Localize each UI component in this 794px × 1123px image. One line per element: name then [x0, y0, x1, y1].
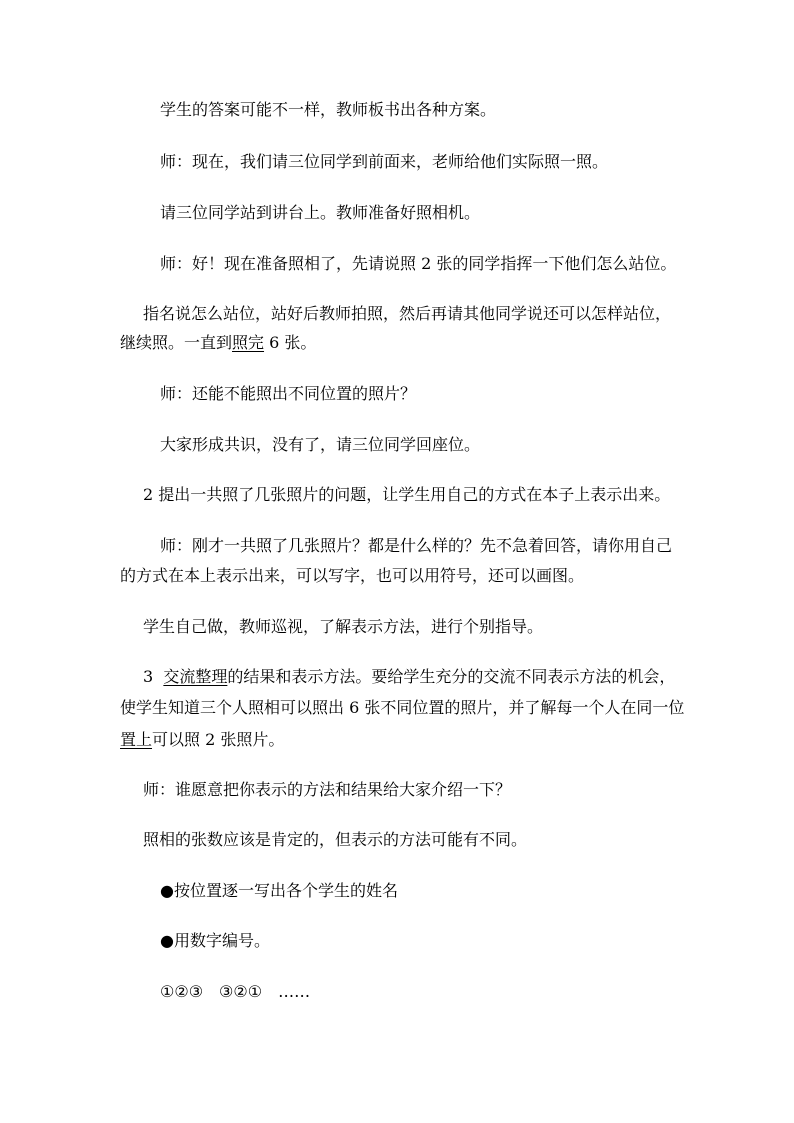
underlined-text: 交流整理 [163, 667, 228, 686]
text-line: 师：谁愿意把你表示的方法和结果给大家介绍一下？ [143, 780, 512, 799]
text-line [120, 729, 284, 751]
text-line: 的方式在本上表示出来，可以写字，也可以用符号，还可以画图。 [120, 566, 585, 585]
text-line: 指名说怎么站位，站好后教师拍照，然后再请其他同学说还可以怎样站位， [143, 304, 672, 323]
text-segment: 6 张。 [264, 333, 317, 352]
text-line: 2 提出一共照了几张照片的问题，让学生用自己的方式在本子上表示出来。 [143, 485, 671, 504]
underlined-text: 照完 [232, 333, 265, 352]
text-line: 请三位同学站到讲台上。教师准备好照相机。 [160, 203, 481, 222]
text-line: 师：现在，我们请三位同学到前面来，老师给他们实际照一照。 [160, 152, 609, 171]
text-line: 使学生知道三个人照相可以照出 6 张不同位置的照片，并了解每一个人在同一位 [120, 698, 685, 717]
text-line: 大家形成共识，没有了，请三位同学回座位。 [160, 435, 481, 454]
text-line [143, 666, 675, 688]
text-line: 学生的答案可能不一样，教师板书出各种方案。 [160, 100, 497, 119]
text-line: ①②③ ③②① …… [160, 982, 311, 1001]
text-segment: 可以照 2 张照片。 [152, 730, 285, 749]
text-line: 师：好！现在准备照相了，先请说照 2 张的同学指挥一下他们怎么站位。 [160, 254, 677, 273]
text-line: 师：还能不能照出不同位置的照片？ [160, 384, 417, 403]
text-segment: 继续照。一直到 [120, 333, 233, 352]
bullet-text-line: ●按位置逐一写出各个学生的姓名 [160, 881, 398, 900]
text-line: 师：刚才一共照了几张照片？都是什么样的？先不急着回答，请你用自己 [160, 536, 673, 555]
text-segment: 的结果和表示方法。要给学生充分的交流不同表示方法的机会， [227, 667, 676, 686]
text-segment: 3 [143, 667, 164, 686]
underlined-text: 置上 [120, 730, 153, 749]
text-line: 学生自己做，教师巡视，了解表示方法，进行个别指导。 [143, 617, 544, 636]
text-line: 照相的张数应该是肯定的，但表示的方法可能有不同。 [143, 830, 528, 849]
text-line [120, 332, 316, 354]
bullet-text-line: ●用数字编号。 [160, 931, 270, 950]
